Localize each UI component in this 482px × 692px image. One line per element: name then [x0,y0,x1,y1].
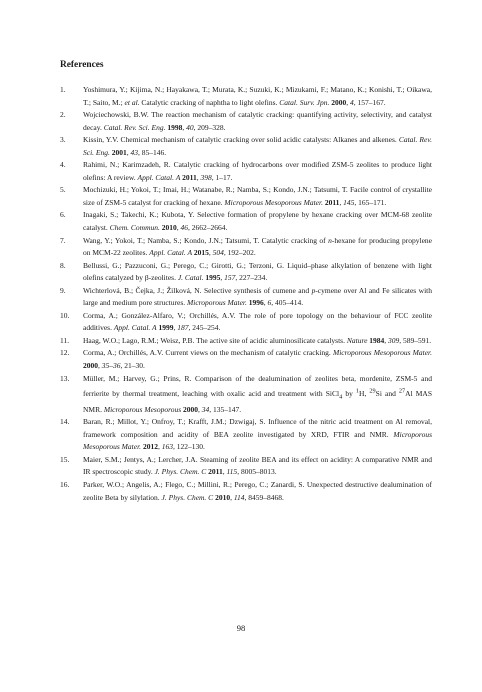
reference-item [60,347,432,372]
reference-number: 11. [60,335,70,345]
reference-item [60,134,432,159]
reference-number: 12. [60,348,70,358]
reference-number: 13. [60,373,70,383]
reference-text: Kissin, Y.V. Chemical mechanism of catalytic cracking over solid acidic catalysts: Alkanes and alkenes. Catal. Rev. Sci. Eng. 2001, 43, 85–146. [83,135,432,157]
reference-text: Müller, M.; Harvey, G.; Prins, R. Comparison of the dealumination of zeolites beta, mordenite, ZSM-5 and ferrierite by thermal treatment, leaching with oxalic acid and treatment with SiCl$_4$ by $^1$H, $^{29}$Si and $^{27}$Al MAS NMR. Microporous Mesoporous 2000, 34, 135–147. [83,373,432,414]
reference-item [60,285,432,310]
reference-text: Rahimi, N.; Karimzadeh, R. Catalytic cracking of hydrocarbons over modified ZSM-5 zeolites to produce light olefins: A review. Appl. Catal. A 2011, 398, 1–17. [83,160,432,182]
reference-number: 7. [60,235,66,245]
reference-item [60,209,432,234]
reference-number: 1. [60,85,66,94]
reference-text: Yoshimura, Y.; Kijima, N.; Hayakawa, T.; Murata, K.; Suzuki, K.; Mizukami, F.; Matano, K.; Konishi, T.; Oikawa, T.; Saito, M.; et al. Catalytic cracking of naphtha to light olefins. Catal. Surv. Jpn. 2000, 4, 157–167. [83,85,432,107]
reference-number: 8. [60,260,66,270]
reference-number: 3. [60,135,66,145]
reference-item [60,310,432,335]
reference-number: 6. [60,210,66,220]
reference-text: Mochizuki, H.; Yokoi, T.; Imai, H.; Watanabe, R.; Namba, S.; Kondo, J.N.; Tatsumi, T. Facile control of crystallite size of ZSM-5 catalyst for cracking of hexane. Microporous Mesoporous Mater. 2011, 145, 165–171. [83,185,432,207]
reference-text: Baran, R.; Millot, Y.; Onfroy, T.; Krafft, J.M.; Dzwigaj, S. Influence of the nitric acid treatment on Al removal, framework composition and acidity of BEA zeolite investigated by XRD, FTIR and NMR. Microporous Mesoporous Mater. 2012, 163, 122–130. [83,417,432,452]
reference-text: Wang, Y.; Yokoi, T.; Namba, S.; Kondo, J.N.; Tatsumi, T. Catalytic cracking of n-hexane for producing propylene on MCM-22 zeolites. Appl. Catal. A 2015, 504, 192–202. [83,235,432,258]
reference-number: 5. [60,185,66,195]
reference-item [60,235,432,260]
reference-number: 4. [60,160,66,170]
reference-item [60,416,432,454]
reference-number: 10. [60,310,70,320]
reference-text: Corma, A.; Orchillés, A.V. Current views on the mechanism of catalytic cracking. Microporous Mesoporous Mater. 2000, 35–36, 21–30. [83,348,432,371]
reference-text: Maier, S.M.; Jentys, A.; Lercher, J.A. Steaming of zeolite BEA and its effect on acidity: A comparative NMR and IR spectroscopic study. J. Phys. Chem. C 2011, 115, 8005–8013. [83,454,432,477]
reference-text: Wichterlová, B.; Čejka, J.; Žilková, N. Selective synthesis of cumene and p-cymene over Al and Fe silicates with large and medium pore structures. Microporous Mater. 1996, 6, 405–414. [83,285,432,308]
reference-number: 14. [60,417,70,427]
reference-item [60,159,432,184]
reference-item [60,335,432,348]
reference-item [60,84,432,109]
reference-list [60,84,432,504]
page-number: 98 [236,623,246,633]
reference-text: Bellussi, G.; Pazzuconi, G.; Perego, C.; Girotti, G.; Terzoni, G. Liquid–phase alkylation of benzene with light olefins catalyzed by β-zeolites. J. Catal. 1995, 157, 227–234. [83,260,432,283]
references-heading: References [60,60,104,70]
reference-item [60,260,432,285]
reference-item [60,184,432,209]
reference-text: Haag, W.O.; Lago, R.M.; Weisz, P.B. The active site of acidic aluminosilicate catalysts. Nature 1984, 309, 589–591. [83,335,432,345]
reference-item [60,479,432,504]
reference-number: 16. [60,479,70,489]
reference-number: 2. [60,110,66,120]
reference-item [60,109,432,134]
reference-text: Corma, A.; González-Alfaro, V.; Orchillés, A.V. The role of pore topology on the behaviour of FCC zeolite additives. Appl. Catal. A 1999, 187, 245–254. [83,310,432,333]
reference-text: Inagaki, S.; Takechi, K.; Kubota, Y. Selective formation of propylene by hexane cracking over MCM-68 zeolite catalyst. Chem. Commun. 2010, 46, 2662–2664. [83,210,432,233]
reference-number: 9. [60,285,66,295]
reference-item [60,373,432,417]
reference-item [60,454,432,479]
reference-text: Wojciechowski, B.W. The reaction mechanism of catalytic cracking: quantifying activity, selectivity, and catalyst decay. Catal. Rev. Sci. Eng. 1998, 40, 209–328. [83,110,432,132]
reference-number: 15. [60,454,70,464]
reference-text: Parker, W.O.; Angelis, A.; Flego, C.; Millini, R.; Perego, C.; Zanardi, S. Unexpected destructive dealumination of zeolite Beta by silylation. J. Phys. Chem. C 2010, 114, 8459–8468. [83,479,432,502]
